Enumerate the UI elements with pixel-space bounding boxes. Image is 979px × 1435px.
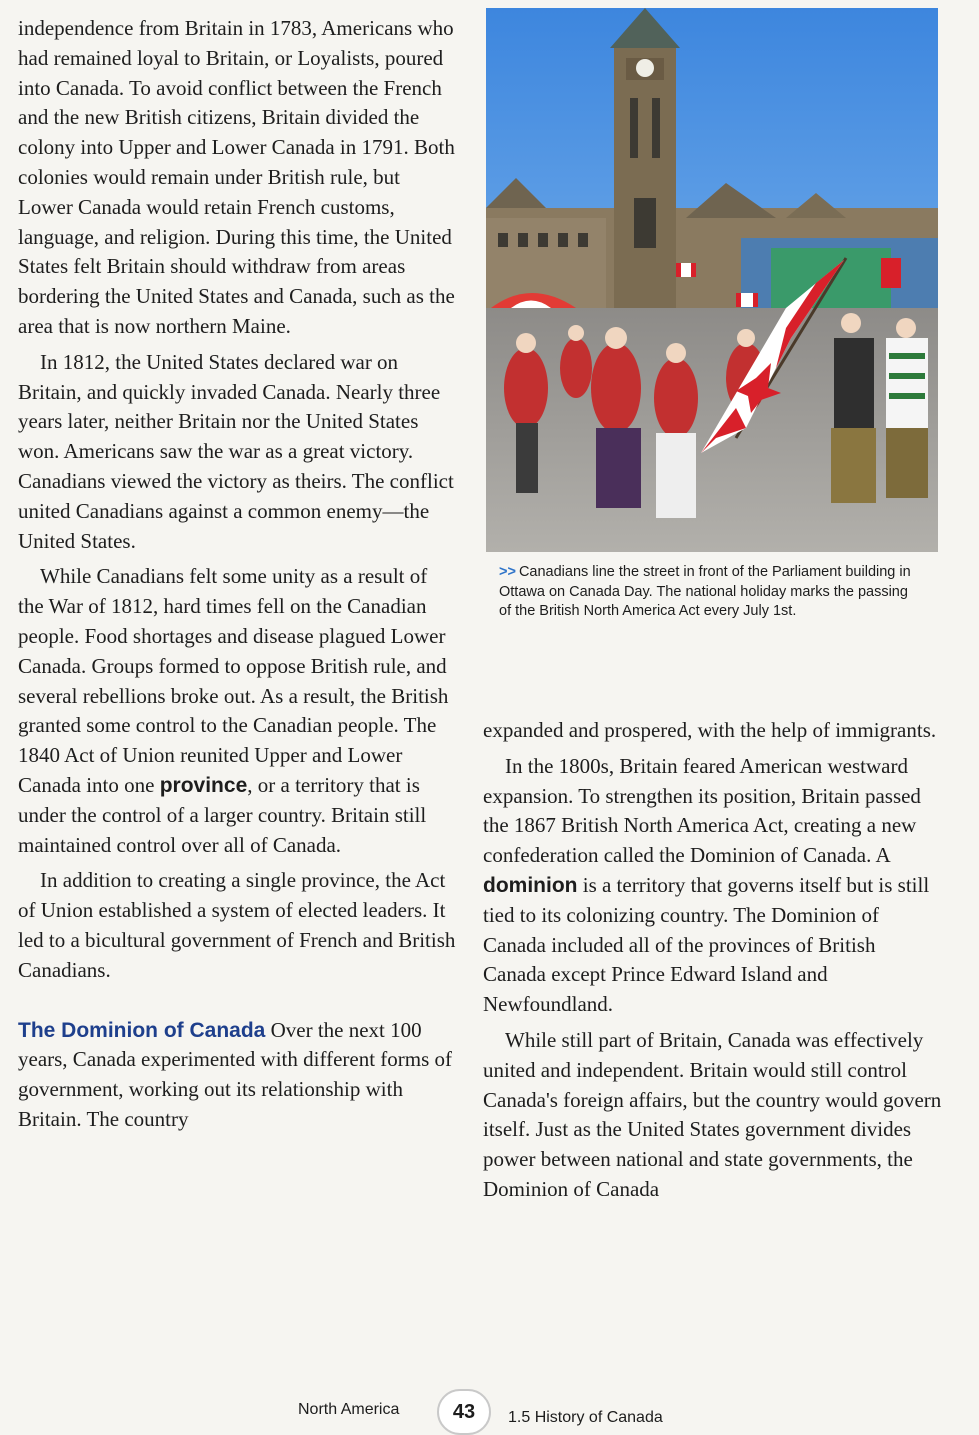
paragraph-act-of-union (18, 562, 458, 860)
paragraph-loyalists: independence from Britain in 1783, Americans who had remained loyal to Britain, or Loyalists, poured into Canada. To avoid conflict between the French and the new British citizens, Britain divided the colony into Upper and Lower Canada in 1791. Both colonies would remain under British rule, but Lower Canada would retain French customs, language, and religion. During this time, the United States felt Britain should withdraw from areas bordering the United States and Canada, such as the area that is now northern Maine. (18, 16, 455, 338)
paragraph-dominion-intro (18, 1016, 458, 1135)
section-heading: The Dominion of Canada (18, 1018, 266, 1042)
photo-caption (499, 563, 919, 622)
caption-marker: >> (499, 564, 516, 580)
vocab-term-dominion: dominion (483, 873, 578, 897)
photo-illustration (486, 8, 938, 552)
footer-unit-title: North America (298, 1401, 400, 1418)
text-segment: is a territory that governs itself but is still tied to its colonizing country. The Dominion of Canada included all of the provinces of British Canada except Prince Edward Island and Newfoundland. (483, 872, 930, 1017)
paragraph-dominion-definition (483, 752, 943, 1020)
caption-text: Canadians line the street in front of the Parliament building in Ottawa on Canada Day. The national holiday marks the passing of the British North America Act every July 1st. (499, 564, 911, 620)
right-column (483, 716, 943, 1205)
vocab-term-province: province (159, 773, 248, 797)
paragraph-war-of-1812: In 1812, the United States declared war on Britain, and quickly invaded Canada. Nearly three years later, neither Britain nor the United States won. Americans saw the war as a great victory. Canadians viewed the victory as theirs. The conflict united Canadians against a common enemy—the United States. (18, 349, 454, 553)
paragraph-prospered: expanded and prospered, with the help of immigrants. (483, 718, 937, 742)
paragraph-elected-leaders: In addition to creating a single province, the Act of Union established a system of elected leaders. It led to a bicultural government of French and British Canadians. (18, 868, 456, 982)
paragraph-independence: While still part of Britain, Canada was effectively united and independent. Britain would still control Canada's foreign affairs, but the country would govern itself. Just as the United States government divides power between national and state governments, the Dominion of Canada (483, 1027, 942, 1201)
page-footer (0, 1383, 979, 1433)
text-segment: In the 1800s, Britain feared American westward expansion. To strengthen its position, Britain passed the 1867 British North America Act, creating a new confederation called the Dominion of Canada. A (483, 753, 921, 868)
text-segment: Over the next 100 years, Canada experimented with different forms of government, working out its relationship with Britain. The country (18, 1017, 453, 1131)
left-column (18, 14, 458, 1135)
page-number: 43 (437, 1389, 491, 1435)
parliament-photo (486, 8, 938, 552)
text-segment: While Canadians felt some unity as a result of the War of 1812, hard times fell on the Canadian people. Food shortages and disease plagued Lower Canada. Groups formed to oppose British rule, and several rebellions broke out. As a result, the British granted some control to the Canadian people. The 1840 Act of Union reunited Upper and Lower Canada into one (18, 564, 449, 797)
footer-chapter-title: 1.5 History of Canada (508, 1409, 663, 1426)
text-segment: , or a territory that is under the control of a larger country. Britain still maintained control over all of Canada. (18, 772, 427, 857)
